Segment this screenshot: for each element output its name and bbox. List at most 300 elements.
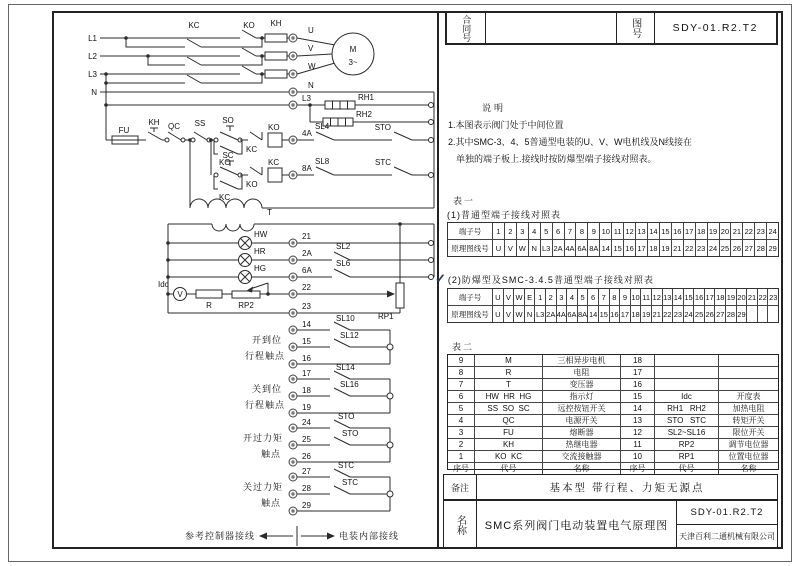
table-row [448,390,778,402]
table-cell [757,306,768,322]
table-cell: N [528,240,540,256]
contract-no-label-cell [447,13,485,43]
table-cell: 位置电位器 [718,451,778,462]
kc-holding-label: KC [219,193,231,202]
table-cell: L3 [534,306,545,322]
table-cell: U [492,240,504,256]
ss-switch-label: SS [194,119,206,128]
resistor-r-label: R [206,301,212,310]
table-cell [746,306,757,322]
rh1-label: RH1 [358,93,375,102]
motor-m-label: M [349,45,357,54]
table-cell: 15 [611,240,623,256]
table-cell: RP2 [654,439,718,450]
table-cell: 19 [640,306,651,322]
terminal-4a-label: 4A [302,129,312,138]
open-travel-label-1: 开到位 [251,335,283,345]
table-cell: 8 [609,289,620,305]
terminal-header: 端子号 [458,292,482,302]
table-cell: 17 [619,306,630,322]
kh-relay-label: KH [270,19,282,28]
table-one-ex-title: (2)防爆型及SMC-3.4.5普通型端子接线对照表 [447,274,654,285]
table-cell: 4 [528,223,540,239]
table-cell: 3 [458,428,464,437]
table-cell: V [503,289,514,305]
table-cell: 26 [704,306,715,322]
table-row [448,414,778,426]
table-cell: 热继电器 [542,439,620,450]
fuse-label: FU [118,126,130,135]
stc-c-label: STC [342,478,358,487]
note-line-2: 2.其中SMC-3、4、5普通型电装的U、V、W电机线及N线接在 [448,137,693,147]
stc-contact-label: STC [375,158,391,167]
table-cell: 14 [599,240,611,256]
table-row [448,378,778,390]
table-cell: 4 [458,416,464,425]
terminal-points [289,34,297,515]
table-cell: 22 [757,289,768,305]
neutral-label: N [91,88,97,97]
table-cell: 20 [736,289,747,305]
transformer [168,140,434,313]
table-cell: 14 [672,289,683,305]
terminal-24-label: 24 [302,418,311,427]
table-cell: 10 [620,451,654,462]
sto-b-label: STO [338,412,355,421]
sto-contact-label: STO [374,123,391,132]
drawing-title: SMC系列阀门电动装置电气原理图 [477,501,677,548]
table-cell: R [474,367,542,378]
table-cell: SS SO SC [474,403,542,414]
rp2-label: RP2 [238,301,254,310]
table-cell: V [504,240,516,256]
table-cell: 15 [659,223,671,239]
notes-block [448,100,773,168]
table-cell [718,379,778,390]
table-cell: 23 [767,289,778,305]
terminal-26-label: 26 [302,452,311,461]
name-label: 名称 [454,514,466,535]
table-cell [718,355,778,366]
table-cell: 14 [620,403,654,414]
table-row [448,402,778,414]
table-cell: 19 [725,289,736,305]
sl10-label: SL10 [336,314,355,323]
table-cell: 8A [587,240,599,256]
table-cell: 24 [707,240,719,256]
table-cell: 21 [746,289,757,305]
table-cell: V [503,306,514,322]
table-cell: N [524,306,535,322]
table-cell: 13 [620,415,654,426]
table-cell: 代号 [654,463,718,474]
table-cell: 12 [623,223,635,239]
table-cell: 23 [695,240,707,256]
table-cell: 10 [630,289,641,305]
table-cell: 18 [695,223,707,239]
table-one-normal-title: (1)普通型端子接线对照表 [447,210,562,220]
company-name: 天津百利二通机械有限公司 [679,532,775,541]
table-cell: T [474,379,542,390]
control-section [104,74,433,202]
table-cell: 28 [725,306,736,322]
phase-l1-label: L1 [88,34,97,43]
u-terminal-label: U [308,26,314,35]
table-cell: QC [474,415,542,426]
w-terminal-label: W [308,62,316,71]
wire-header: 原理图线号 [451,309,489,319]
table-cell: 27 [742,240,754,256]
table-cell: 变压器 [542,379,620,390]
hw-lamp-label: HW [254,230,268,239]
contact-group-open-torque [243,412,393,462]
kh-contact-label: KH [148,118,160,127]
table-cell: 20 [719,223,731,239]
table-two-caption: 表二 [452,342,475,352]
table-cell: 24 [683,306,694,322]
table-cell: 2 [545,289,556,305]
table-cell: 21 [651,306,662,322]
terminal-table-explosionproof [447,288,779,323]
table-cell: 熔断器 [542,427,620,438]
terminal-6a-label: 6A [302,266,312,275]
table-cell: 3 [556,289,567,305]
table-row [448,462,778,474]
open-torque-label-2: 触点 [260,449,282,459]
terminal-19-label: 19 [302,403,311,412]
motor [297,26,374,103]
table-cell: 2 [458,440,464,449]
name-block [443,500,778,549]
table-cell: 19 [707,223,719,239]
note-line-3: 单独的端子板上.接线时按防爆型端子接线对照表。 [456,154,657,164]
table-cell: 16 [620,379,654,390]
table-cell: 14 [587,306,598,322]
table-cell: L3 [540,240,552,256]
remark-block [443,474,778,500]
table-cell: 1 [492,223,504,239]
table-cell: 9 [619,289,630,305]
table-cell: 5 [458,404,464,413]
heater-section [104,92,434,208]
drawing-no-value: SDY-01.R2.T2 [654,13,777,43]
table-cell: 12 [651,289,662,305]
table-row [448,450,778,462]
table-row [448,305,778,322]
voltmeter-label: V [177,290,183,299]
close-torque-label-2: 触点 [260,498,282,508]
table-cell: 17 [683,223,695,239]
table-cell: KO KC [474,451,542,462]
table-cell: 序号 [453,464,469,473]
ko-coil-label: KO [268,123,280,132]
table-cell: 22 [742,223,754,239]
table-cell: 15 [598,306,609,322]
table-cell: 6 [458,392,464,401]
close-torque-label-1: 关过力矩 [242,482,284,492]
table-row [448,366,778,378]
table-cell: 11 [640,289,651,305]
phase-l2-label: L2 [88,52,97,61]
table-cell: 代号 [474,463,542,474]
rh2-label: RH2 [356,110,373,119]
sto-c-label: STO [342,429,359,438]
kc-contactor-label: KC [188,21,200,30]
table-cell: 三相异步电机 [542,355,620,366]
terminal-16-label: 16 [302,354,311,363]
table-cell: 5 [577,289,588,305]
table-cell: 23 [754,223,766,239]
table-cell: 8 [575,223,587,239]
table-cell: 21 [730,223,742,239]
power-section [88,19,289,97]
table-cell: U [492,306,503,322]
table-cell [654,379,718,390]
rp1-label: RP1 [378,312,394,321]
table-cell: 12 [620,427,654,438]
remark-label: 备注 [444,475,477,499]
table-cell: 11 [611,223,623,239]
table-cell: M [474,355,542,366]
table-cell: U [492,289,503,305]
table-cell: 指示灯 [542,391,620,402]
table-cell: 15 [620,391,654,402]
table-cell: 9 [458,356,464,365]
table-cell: 13 [635,223,647,239]
table-cell: 8 [458,368,464,377]
table-cell: 限位开关 [718,427,778,438]
close-travel-label-2: 行程触点 [244,400,286,410]
table-cell: 17 [620,367,654,378]
drawing-no-label: 图号 [629,18,641,38]
table-cell: 27 [714,306,725,322]
contact-group-close-travel [245,363,393,413]
table-cell: 6 [552,223,564,239]
table-cell: 7 [564,223,576,239]
table-cell: 16 [693,289,704,305]
contact-group-open-travel [245,314,393,364]
table-cell: SL2~SL16 [654,427,718,438]
wire-cells [492,240,778,256]
table-cell: 远控按钮开关 [542,403,620,414]
table-cell: 24 [766,223,778,239]
table-cell: 16 [671,223,683,239]
sl12-label: SL12 [340,331,359,340]
model-number: SDY-01.R2.T2 [677,501,777,525]
table-cell: 2 [504,223,516,239]
v-terminal-label: V [308,44,314,53]
table-cell: 10 [599,223,611,239]
ko-holding-label: KO [219,158,231,167]
table-cell: 4A [564,240,576,256]
table-cell: 2A [552,240,564,256]
table-cell: 序号 [620,463,654,474]
table-cell: 7 [458,380,464,389]
n-terminal-label: N [308,81,314,90]
sl6-label: SL6 [336,259,351,268]
table-cell [654,355,718,366]
idc-label: Idc [158,280,169,289]
table-row [448,438,778,450]
table-cell: 1 [534,289,545,305]
terminal-23-label: 23 [302,302,311,311]
transformer-label: T [267,208,272,217]
terminal-cells [492,289,778,305]
note-line-1: 1.本图表示阀门处于中间位置 [448,120,564,130]
table-cell: 23 [672,306,683,322]
table-cell: 25 [719,240,731,256]
l3-terminal-label: L3 [302,94,311,103]
table-cell: 4A [556,306,567,322]
table-cell: 3 [516,223,528,239]
so-button-label: SO [222,116,234,125]
terminal-29-label: 29 [302,501,311,510]
motor-phase-label: 3~ [348,58,358,67]
table-cell: 16 [623,240,635,256]
table-cell: W [516,240,528,256]
title-block [445,11,778,45]
table-cell: FU [474,427,542,438]
contact-group-close-torque [243,461,393,511]
table-row [448,239,778,256]
drawing-no-label-cell [616,13,654,43]
table-cell: 22 [662,306,673,322]
hg-lamp-label: HG [254,264,266,273]
table-cell: HW HR HG [474,391,542,402]
table-cell: 6 [587,289,598,305]
table-cell: 22 [683,240,695,256]
table-cell: E [524,289,535,305]
table-cell: 1 [458,452,464,461]
wire-header: 原理图线号 [451,243,489,253]
open-travel-label-2: 行程触点 [244,351,286,361]
wire-cells [492,306,778,322]
table-one-ex-title-row [435,271,654,287]
table-cell: 11 [620,439,654,450]
legend-controller-wiring: 参考控制器接线 [184,531,255,541]
sl2-label: SL2 [336,242,351,251]
kc-coil-label: KC [268,158,280,167]
table-row [448,289,778,305]
check-icon: ✓ [435,271,447,286]
terminal-22-label: 22 [302,283,311,292]
notes-heading: 说明 [482,103,507,113]
table-cell: 19 [659,240,671,256]
table-cell: 开度表 [718,391,778,402]
table-cell: 13 [662,289,673,305]
table-cell: 交流接触器 [542,451,620,462]
contract-no-label: 合同号 [461,14,472,42]
wiring-legend [185,526,399,546]
table-cell: 15 [683,289,694,305]
table-one-caption: 表一 [453,196,476,206]
kc-interlock-label: KC [246,145,258,154]
table-cell: 6A [575,240,587,256]
table-cell: 25 [693,306,704,322]
contract-no-value [485,13,616,43]
table-cell: 29 [766,240,778,256]
table-cell: 21 [671,240,683,256]
table-cell: STO STC [654,415,718,426]
hr-lamp-label: HR [254,247,266,256]
sl14-label: SL14 [336,363,355,372]
table-cell: Idc [654,391,718,402]
table-cell: KH [474,439,542,450]
ko-contactor-label: KO [243,21,255,30]
table-cell: 7 [598,289,609,305]
table-cell: W [513,306,524,322]
table-cell: 29 [736,306,747,322]
sl4-label: SL4 [315,122,330,131]
table-cell [718,367,778,378]
table-cell: 电阻 [542,367,620,378]
terminal-8a-label: 8A [302,164,312,173]
terminal-17-label: 17 [302,369,311,378]
terminal-table-normal [447,222,779,257]
terminal-14-label: 14 [302,320,311,329]
close-travel-label-1: 关到位 [251,384,283,394]
terminal-2a-label: 2A [302,249,312,258]
terminal-25-label: 25 [302,435,311,444]
terminal-cells [492,223,778,239]
sl8-label: SL8 [315,157,330,166]
table-row [448,426,778,438]
table-cell: 18 [647,240,659,256]
table-cell: 转矩开关 [718,415,778,426]
name-label-cell [444,501,477,548]
table-row [448,355,778,366]
table-cell [654,367,718,378]
terminal-18-label: 18 [302,386,311,395]
qc-switch-label: QC [168,122,180,131]
table-cell: 28 [754,240,766,256]
table-cell [767,306,778,322]
table-cell: 18 [630,306,641,322]
table-cell: 调节电位器 [718,439,778,450]
table-cell: 加热电阻 [718,403,778,414]
ko-interlock-label: KO [246,180,258,189]
stc-b-label: STC [338,461,354,470]
table-cell: RP1 [654,451,718,462]
sc-button-label: SC [222,151,234,160]
table-row [448,223,778,239]
table-cell: 18 [714,289,725,305]
table-cell: 名称 [542,463,620,474]
table-cell: W [513,289,524,305]
terminal-header: 端子号 [458,226,482,236]
terminal-15-label: 15 [302,337,311,346]
table-cell: 名称 [718,463,778,474]
remark-value: 基本型 带行程、力矩无源点 [549,481,705,494]
table-cell: 电源开关 [542,415,620,426]
open-torque-label-1: 开过力矩 [242,433,284,443]
component-table [447,354,779,473]
table-cell: 4 [566,289,577,305]
table-cell: 14 [647,223,659,239]
terminal-21-label: 21 [302,232,311,241]
table-cell: 6A [566,306,577,322]
table-cell: RH1 RH2 [654,403,718,414]
table-cell: 16 [609,306,620,322]
table-cell: 18 [620,355,654,366]
table-cell: 26 [730,240,742,256]
table-cell: 5 [540,223,552,239]
legend-internal-wiring: 电装内部接线 [339,531,400,541]
table-cell: 17 [635,240,647,256]
phase-l3-label: L3 [88,70,97,79]
sl16-label: SL16 [340,380,359,389]
table-cell: 2A [545,306,556,322]
